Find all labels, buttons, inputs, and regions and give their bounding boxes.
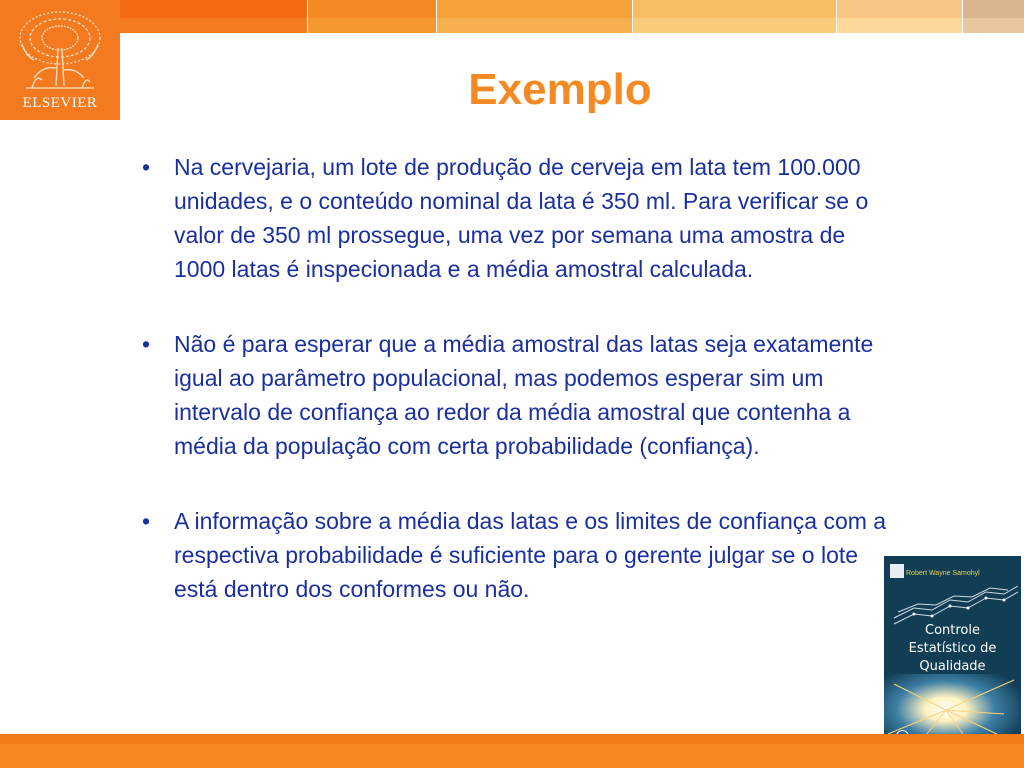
logo-wordmark: ELSEVIER <box>22 95 98 111</box>
bullet-text: A informação sobre a média das latas e os limites de confiança com a respectiva probabilidade é suficiente para o gerente julgar se o lote está dentro dos conformes ou não. <box>174 508 887 602</box>
bullet-item <box>142 327 902 463</box>
band-segment <box>308 0 436 18</box>
slide-title: Exemplo <box>468 65 652 114</box>
band-segment <box>837 0 962 18</box>
band-segment <box>120 0 307 18</box>
bullet-item <box>142 504 902 606</box>
cover-title: Controle Estatístico de Qualidade <box>908 623 997 674</box>
footer-band-highlight <box>0 734 1024 744</box>
header-color-band <box>120 0 1024 33</box>
footer-color-band <box>0 734 1024 768</box>
bullet-text: Não é para esperar que a média amostral das latas seja exatamente igual ao parâmetro populacional, mas podemos esperar sim um intervalo de confiança ao redor da média amostral que contenha a média da população com certa probabilidade (confiança). <box>174 331 874 459</box>
bullet-marker: • <box>142 154 151 180</box>
bullet-marker: • <box>142 331 151 357</box>
elsevier-logo <box>0 0 120 120</box>
bullet-list <box>142 150 902 647</box>
bullet-item <box>142 150 902 286</box>
book-cover-image <box>884 556 1021 752</box>
cover-publisher-logo <box>890 564 904 578</box>
control-chart-graphic <box>884 578 1021 628</box>
cover-author: Robert Wayne Samohyl <box>906 570 980 577</box>
elsevier-tree-icon <box>12 8 108 94</box>
band-segment <box>963 0 1024 18</box>
band-segment <box>437 0 632 18</box>
bullet-marker: • <box>142 508 151 534</box>
band-segment <box>633 0 836 18</box>
bullet-text: Na cervejaria, um lote de produção de cerveja em lata tem 100.000 unidades, e o conteúdo nominal da lata é 350 ml. Para verificar se o valor de 350 ml prossegue, uma vez por semana uma amostra de 1000 latas é inspecionada e a média amostral calculada. <box>174 154 869 282</box>
